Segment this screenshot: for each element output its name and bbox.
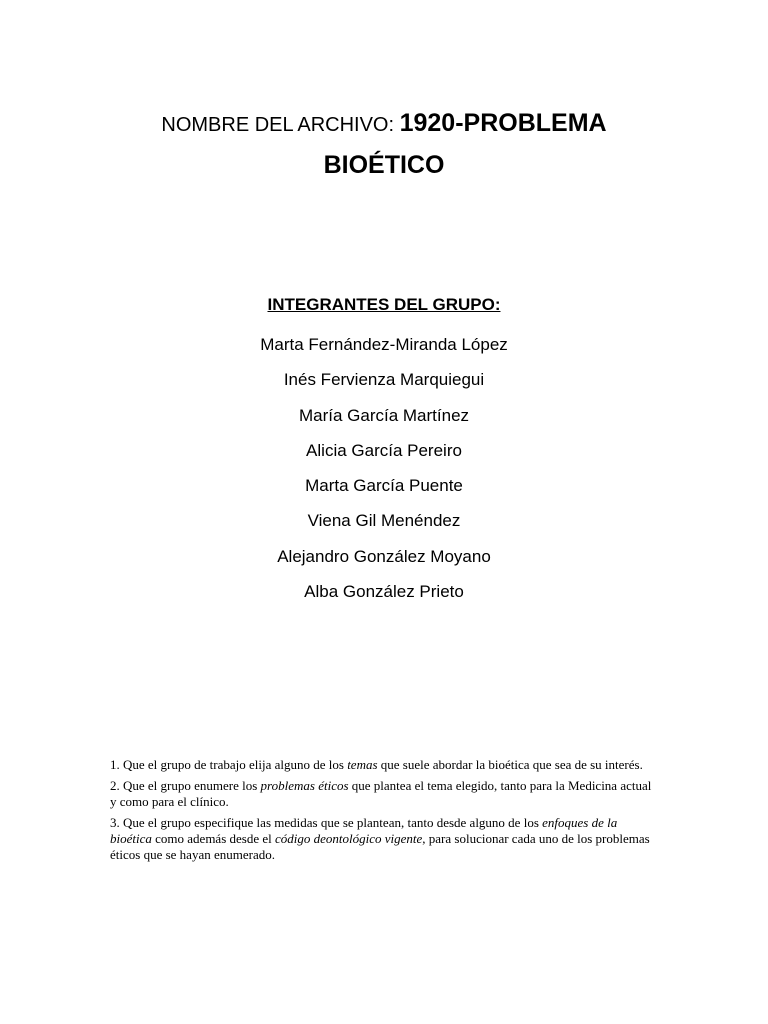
instruction-text: que plantea el tema elegido, tanto para la Medicina actual y como para el clínico. (110, 778, 652, 809)
instruction-text: que suele abordar la bioética que sea de su interés. (377, 757, 643, 772)
file-title-prefix: NOMBRE DEL ARCHIVO: (161, 114, 400, 136)
instruction-emphasis: enfoques de la bioética (110, 815, 618, 846)
file-title-name-line2: BIOÉTICO (323, 151, 445, 179)
instruction-text: , para solucionar cada uno de los problemas éticos que se hayan enumerado. (110, 831, 650, 862)
group-member: Alba González Prieto (304, 582, 464, 602)
instruction-item-3 (110, 815, 655, 863)
group-members-heading: INTEGRANTES DEL GRUPO: (267, 295, 501, 314)
instruction-emphasis: temas (347, 757, 378, 772)
group-member: María García Martínez (298, 405, 470, 425)
file-title (0, 104, 768, 184)
group-member: Inés Fervienza Marquiegui (283, 370, 485, 390)
instruction-emphasis: problemas éticos (260, 778, 349, 793)
instruction-text: 1. Que el grupo de trabajo elija alguno de los (110, 757, 348, 772)
group-member: Alicia García Pereiro (306, 440, 462, 460)
instruction-item-1 (110, 757, 655, 773)
instructions-list (110, 757, 655, 868)
group-member: Viena Gil Menéndez (307, 511, 461, 531)
group-members-section (0, 292, 768, 609)
instruction-text: 2. Que el grupo enumere los (110, 778, 261, 793)
instruction-text: 3. Que el grupo especifique las medidas que se plantean, tanto desde alguno de los (110, 815, 543, 830)
instruction-emphasis: código deontológico vigente (274, 831, 423, 846)
group-member: Marta García Puente (305, 476, 463, 496)
group-member: Marta Fernández-Miranda López (260, 335, 508, 354)
instruction-item-2 (110, 778, 655, 810)
file-title-name: 1920-PROBLEMA (399, 109, 607, 137)
group-member: Alejandro González Moyano (277, 546, 491, 566)
instruction-text: como además desde el (151, 831, 275, 846)
